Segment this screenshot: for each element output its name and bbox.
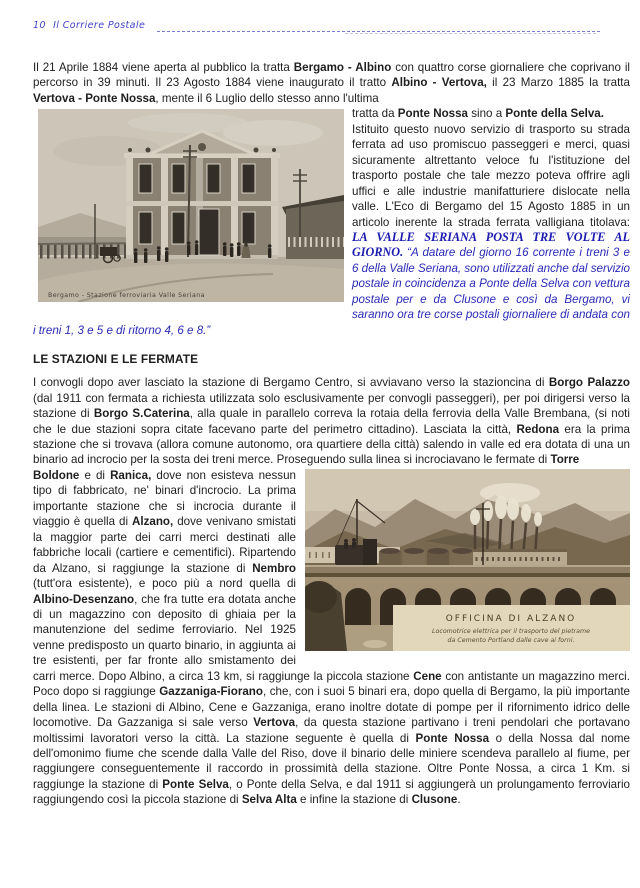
- viaduct-photo-title: OFFICINA DI ALZANO: [445, 613, 577, 624]
- stations-paragraph-continued: Boldone e di Ranica, dove non esisteva nessun tipo di fabbricato, ne' binari d'incrocio. La prima importante stazione che si incrocia durante il viaggio è quella di Alzano, dove venivano smistati la maggior parte dei carri merci destinati alle fabbriche locali (cartiere e cementifici). Ripartendo da Alzano, si raggiunge la stazione di Nembro (tutt'ora esistente), e poco più a nord quella di Albino-Desenzano, che fra tutte era dotata anche di un magazzino con deposito di ghiaia per la manutenzione del sedime ferroviario. Nel 1925 venne predisposto un quarto binario, in aggiunta ai tre esistenti, per far fronte allo smistamento dei carri merce. Dopo Albino, a circa 13 km, si raggiunge la piccola stazione Cene con antistante un magazzino merci. Poco dopo si raggiunge Gazzaniga-Fiorano, che, con i suoi 5 binari era, dopo quella di Bergamo, la più importante della linea. Le stazioni di Albino, Cene e Gazzaniga, erano inoltre dotate di pompe per il rifornimento idrico delle locomotive. Da Gazzaniga si sale verso Vertova, da questa stazione partivano i treni pendolari che portavano moltissimi lavoratori verso la città. La stazione seguente è quella di Ponte Nossa o della Nossa dal nome dell'omonimo fiume che scende dalla Valle del Riso, dove il binario delle miniere scendeva parallelo al fiume, per raggiungere conseguentemente il raccordo in prossimità della stazione. Oltre Ponte Nossa, a circa 1 Km. si raggiunge la stazione di Ponte Selva, o Ponte della Selva, e dal 1911 si aggiungerà un prolungamento ferroviario raggiungendo così la piccola stazione di Selva Alta e infine la stazione di Clusone.: [33, 468, 631, 807]
- page-header: [33, 20, 630, 34]
- viaduct-photo-caption-line1: Locomotrice elettrica per il trasporto del pietrame: [432, 627, 590, 635]
- intro-paragraph-continued: tratta da Ponte Nossa sino a Ponte della Selva.: [352, 107, 604, 121]
- alzano-viaduct-photo: [305, 469, 630, 651]
- journal-title: Il Corriere Postale: [53, 20, 146, 31]
- article-body: [33, 60, 630, 808]
- intro-paragraph: Il 21 Aprile 1884 viene aperta al pubblico la tratta Bergamo - Albino con quattro corse giornaliere che coprivano il percorso in 39 minuti. Il 23 Agosto 1884 viene inaugurato il tratto Albino - Vertova, il 23 Marzo 1885 la tratta Vertova - Ponte Nossa, mente il 6 Luglio dello stesso anno l'ultima: [33, 61, 630, 105]
- postal-service-paragraph: Istituito questo nuovo servizio di trasporto su strada ferrata ad uso promiscuo passeggeri e merci, quasi sicuramente altrettanto veloce fu l'istituzione del trasporto postale che tale mezzo poteva offrire agli uffici e alle industrie manifatturiere dislocate nella valle. L'Eco di Bergamo del 15 Agosto 1885 in un articolo inerente la strada ferrata valligiana titolava: LA VALLE SERIANA POSTA TRE VOLTE AL GIORNO. “A datare del giorno 16 corrente i treni 3 e 6 della Valle Seriana, sono utilizzati anche dal servizio postale in coincidenza a Ponte della Selva con vettura postale per e da Clusone e così da Bergamo, vi saranno ora tre corse postali giornaliere di andata con i treni 1, 3 e 5 e di ritorno 4, 6 e 8.”: [33, 122, 630, 337]
- bergamo-station-photo: [38, 109, 344, 302]
- bergamo-station-photo-image: [38, 109, 344, 302]
- stations-paragraph: I convogli dopo aver lasciato la stazione di Bergamo Centro, si avviavano verso la stazioncina di Borgo Palazzo (dal 1911 con fermata a richiesta utilizzata solo esclusivamente per convogli passeggeri), per poi dirigersi verso la stazione di Borgo S.Caterina, alla quale in parallelo correva la rotaia della ferrovia della Valle Brembana, (si noti che le due stazioni sopra citate facevano parte del perimetro cittadino). Lasciata la città, Redona era la prima stazione che si trovava (allora comune autonomo, ora quartiere della città) salendo in valle ed era dotata di una un binario ad incrocio per la sosta dei treni merce. Proseguendo sulla linea si incrociavano le fermate di Torre: [33, 376, 630, 467]
- viaduct-photo-caption-line2: da Cemento Portland dalle cave ai forni.: [447, 636, 575, 644]
- station-photo-caption: Bergamo - Stazione ferroviaria Valle Seriana: [48, 292, 205, 300]
- page-number: 10: [33, 20, 47, 31]
- header-rule: [157, 31, 600, 32]
- section-heading: LE STAZIONI E LE FERMATE: [33, 352, 199, 367]
- header-ghost-rule: [345, 33, 596, 34]
- alzano-viaduct-photo-image: [305, 469, 630, 651]
